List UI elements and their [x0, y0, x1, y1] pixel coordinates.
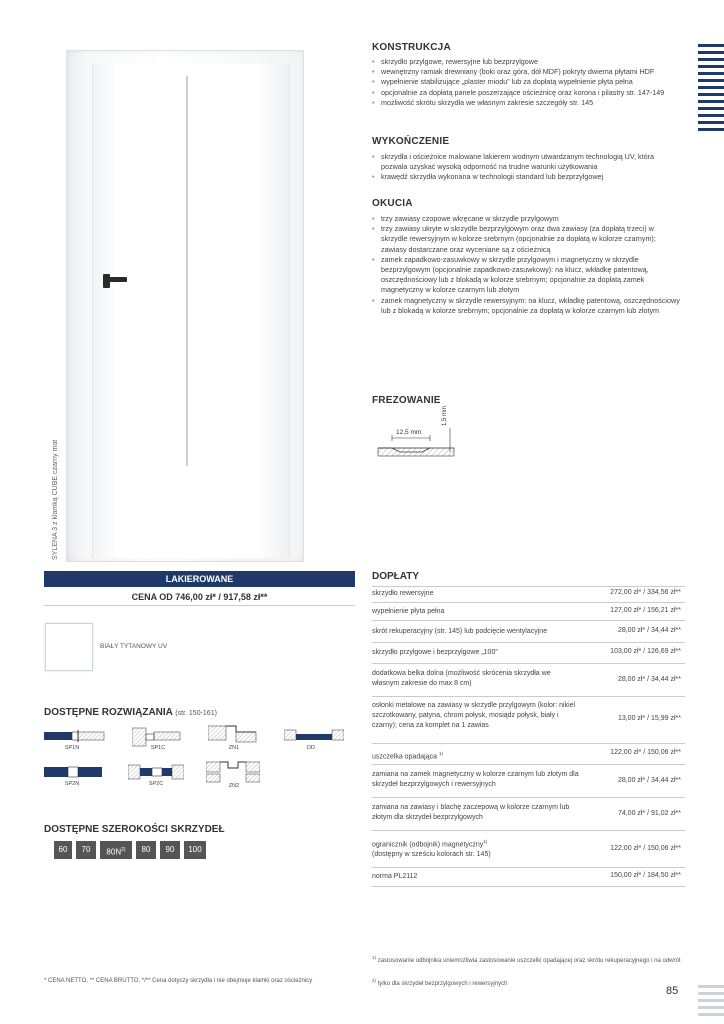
list-item: • zamek magnetyczny w skrzydle rewersyjnym: na klucz, wkładkę patentową, oszczędnościowy lub z blokadą w kolorze srebrnym; opcjonalnie za dopłatą w kolorze czarnym lub złotym	[372, 296, 682, 316]
list-item: • trzy zawiasy ukryte w skrzydle bezprzylgowym oraz dwa zawiasy (za dopłatą trzeci) w skrzydle rewersyjnym w kolorze srebrnym (opcjonalnie za dopłatą w kolorze czarnym); zawiasy dostarczane oraz wyceniane są z ościeżnicą	[372, 224, 682, 255]
section-title-wykonczenie: WYKOŃCZENIE	[372, 136, 450, 147]
width-value: 80N	[106, 847, 122, 857]
row-label: wypełnienie płyta pełna	[372, 608, 445, 615]
section-title-frezowanie: FREZOWANIE	[372, 395, 441, 406]
width-option[interactable]: 60	[54, 841, 72, 859]
door-caption: SYLENA 3 z klamką CUBE czarny mat	[52, 439, 59, 560]
door-handle-icon	[103, 277, 127, 282]
table-row	[372, 798, 685, 831]
solutions-title	[44, 707, 217, 718]
row-label: norma PL2112	[372, 873, 418, 880]
row-value: 122,00 zł* / 150,06 zł**	[610, 845, 681, 852]
table-row	[372, 603, 685, 621]
list-item: • możliwość skrótu skrzydła we własnym zakresie szczegóły str. 145	[372, 98, 692, 108]
page-number: 85	[666, 985, 679, 997]
list-item: • skrzydła i ościeżnice malowane lakierem wodnym utwardzanym technologią UV, która pozwala uzyskać wysoką odporność na trudne warunki użytkowania	[372, 152, 672, 172]
row-value: 150,00 zł* / 184,50 zł**	[610, 872, 681, 879]
solution-zn1-icon	[208, 722, 268, 746]
row-value: 127,00 zł* / 156,21 zł**	[610, 607, 681, 614]
table-row	[372, 586, 685, 603]
table-row	[372, 621, 685, 643]
width-option[interactable]: 90	[160, 841, 180, 859]
row-label-note: (dostępny w sześciu kolorach str. 145)	[372, 851, 491, 859]
footnote-ref: 1)	[483, 839, 488, 844]
surcharges-title: DOPŁATY	[372, 571, 420, 582]
table-row	[372, 765, 685, 798]
row-label: dodatkowa belka dolna (możliwość skrócenia skrzydła we własnym zakresie do max 8 cm)	[372, 670, 551, 687]
list-item: • zamek zapadkowo-zasuwkowy w skrzydle przylgowym i magnetyczny w skrzydle bezprzylgowym (opcjonalnie zapadkowo-zasuwkowy): na klucz, wkładkę patentową, oszczędnościowy lub z blokadą w kolorze srebrnym; opcjonalnie za dopłatą zamek magnetyczny w kolorze czarnym lub złotym	[372, 255, 682, 296]
solution-label: ZN1	[228, 745, 240, 751]
list-item: • trzy zawiasy czopowe wkręcane w skrzydle przylgowym	[372, 214, 682, 224]
solution-label: SP2C	[148, 781, 164, 787]
row-label: skrzydło przylgowe i bezprzylgowe „100”	[372, 649, 498, 656]
footnote-2	[372, 978, 692, 987]
footnote-number: 1)	[372, 955, 377, 960]
row-label: zamiana na zawiasy i blachę zaczepową w kolorze czarnym lub złotym dla skrzydeł bezprzylgowych	[372, 804, 570, 821]
row-label	[372, 837, 582, 860]
konstrukcja-list	[372, 57, 692, 108]
row-value: 28,00 zł* / 34,44 zł**	[617, 627, 681, 634]
price-from: CENA OD 746,00 zł* / 917,58 zł**	[131, 592, 268, 602]
row-label: skrzydło rewersyjne	[372, 590, 434, 597]
section-title-okucia: OKUCIA	[372, 198, 413, 209]
width-option[interactable]: 70	[76, 841, 96, 859]
widths-title: DOSTĘPNE SZEROKOŚCI SKRZYDEŁ	[44, 824, 225, 835]
table-row	[372, 664, 685, 697]
footnote-text: tylko dla skrzydeł bezprzylgowych i rewersyjnych	[377, 981, 508, 987]
table-row	[372, 831, 685, 868]
price-legend: * CENA NETTO, ** CENA BRUTTO, */** Cena dotyczy skrzydła i nie obejmuje klamki oraz ościeżnicy	[44, 978, 313, 984]
milling-profile-diagram	[378, 405, 448, 454]
width-footnote-ref: 2)	[121, 847, 126, 853]
row-value: 122,00 zł* / 150,06 zł**	[610, 749, 681, 756]
section-title-konstrukcja: KONSTRUKCJA	[372, 42, 451, 53]
color-swatch[interactable]	[45, 623, 93, 671]
footnote-1	[372, 953, 692, 966]
divider	[44, 605, 355, 606]
wykonczenie-list	[372, 152, 672, 183]
list-item: • wewnętrzny ramiak drewniany (boki oraz góra, dół MDF) pokryty dwiema płytami HDF	[372, 67, 692, 77]
list-item: • krawędź skrzydła wykonana w technologii standard lub bezprzylgowej	[372, 172, 672, 182]
row-label: skrót rekuperacyjny (str. 145) lub podcięcie wentylacyjne	[372, 628, 548, 635]
table-row	[372, 643, 685, 664]
width-option[interactable]: 80	[136, 841, 156, 859]
row-value: 74,00 zł* / 91,02 zł**	[617, 810, 681, 817]
footnote-number: 2)	[372, 978, 377, 983]
row-value: 103,00 zł* / 126,69 zł**	[610, 648, 681, 655]
row-label	[372, 749, 582, 762]
width-option-80n[interactable]	[100, 841, 132, 859]
footnote-ref: 1)	[438, 751, 443, 756]
solution-label: SP1N	[64, 745, 80, 751]
row-label-text: uszczelka opadająca	[372, 753, 437, 761]
row-label: osłonki metalowe na zawiasy w skrzydle przylgowym (kolor: nikiel szczotkowany, patyna, chrom połysk, mosiądz połysk, biały i czarny); cena za komplet na 1 zawias	[372, 702, 576, 729]
solutions-title-text: DOSTĘPNE ROZWIĄZANIA	[44, 707, 173, 718]
solution-label: ZN2	[228, 783, 240, 789]
footnote-text: zastosowanie odbojnika uniemożliwia zastosowanie uszczelki opadającej oraz skrótu rekuperacyjnego i na odwrót	[377, 958, 681, 964]
row-value: 272,00 zł* / 334,56 zł**	[610, 589, 681, 596]
okucia-list	[372, 214, 682, 316]
row-label-text: ogranicznik (odbojnik) magnetyczny	[372, 841, 484, 849]
table-row	[372, 697, 685, 744]
row-label: zamiana na zamek magnetyczny w kolorze czarnym lub złotym dla skrzydeł bezprzylgowych i rewersyjnych	[372, 771, 579, 788]
milling-depth-label: 1,5 mm	[442, 405, 448, 426]
list-item: • opcjonalnie za dopłatą panele poszerzające ościeżnicę oraz korona i pilastry str. 147-149	[372, 88, 692, 98]
solutions-ref: (str. 150-161)	[175, 710, 217, 717]
row-value: 28,00 zł* / 34,44 zł**	[617, 777, 681, 784]
list-item: • skrzydło przylgowe, rewersyjne lub bezprzylgowe	[372, 57, 692, 67]
width-option[interactable]: 100	[184, 841, 206, 859]
solution-zn2-icon	[206, 760, 266, 784]
row-value: 28,00 zł* / 34,44 zł**	[617, 676, 681, 683]
table-row	[372, 744, 685, 765]
row-value: 13,00 zł* / 15,99 zł**	[617, 715, 681, 722]
solution-label: DD	[307, 745, 315, 751]
table-row	[372, 868, 685, 887]
solution-label: SP1C	[150, 745, 166, 751]
solution-label: SP2N	[64, 781, 80, 787]
list-item: • wypełnienie stabilizujące „plaster miodu” lub za dopłatą wypełnienie płyta pełna	[372, 77, 692, 87]
door-groove	[186, 76, 188, 466]
door-leaf	[92, 64, 290, 558]
swatch-label: BIAŁY TYTANOWY UV	[100, 643, 168, 650]
finish-banner: LAKIEROWANE	[44, 571, 355, 587]
milling-width-label: 12,5 mm	[396, 429, 422, 436]
